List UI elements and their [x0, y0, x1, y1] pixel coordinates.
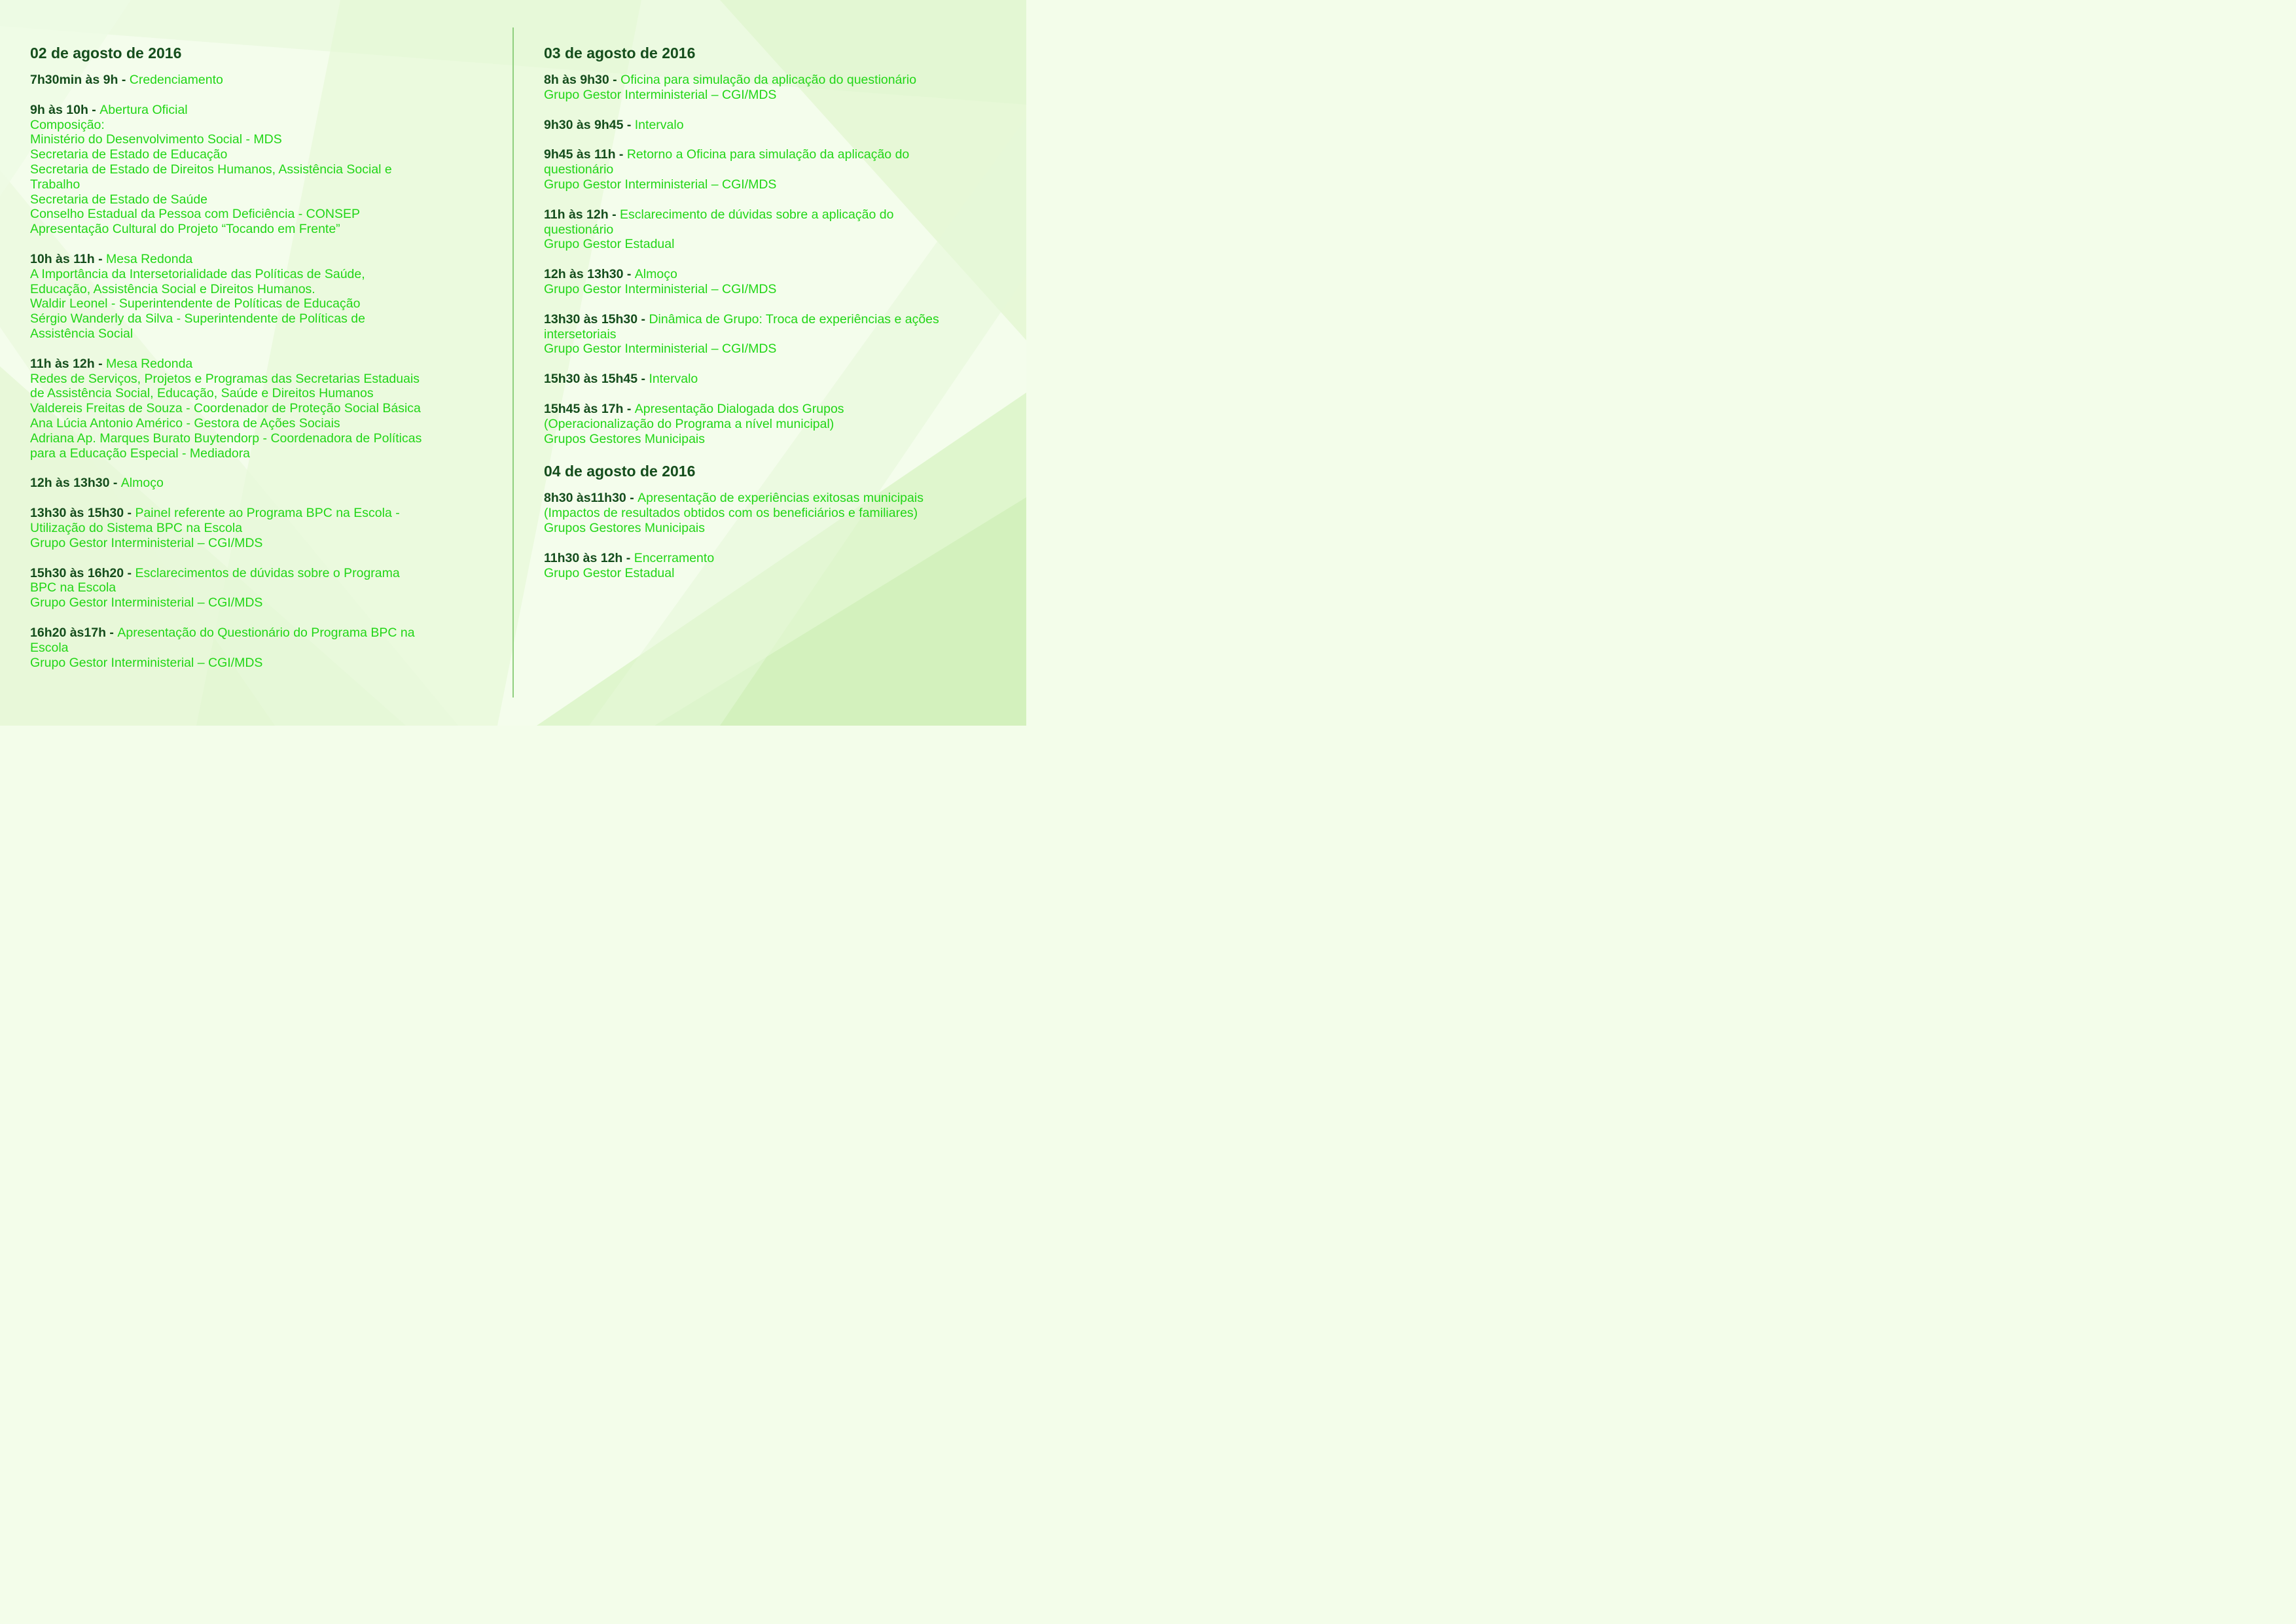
schedule-item-line — [30, 267, 492, 282]
schedule-item — [544, 491, 1005, 535]
schedule-item-first-line — [544, 312, 1005, 327]
schedule-detail: BPC na Escola — [30, 580, 117, 595]
schedule-activity: Credenciamento — [129, 73, 223, 87]
schedule-item-line — [30, 401, 492, 416]
schedule-item-line — [30, 207, 492, 222]
schedule-detail: de Assistência Social, Educação, Saúde e Direitos Humanos — [30, 386, 374, 401]
schedule-detail: Utilização do Sistema BPC na Escola — [30, 520, 243, 535]
schedule-item-first-line — [30, 626, 492, 641]
schedule-item-first-line — [544, 491, 1005, 506]
schedule-detail: Grupo Gestor Estadual — [544, 237, 675, 252]
schedule-item-first-line — [30, 252, 492, 267]
schedule-item — [544, 402, 1005, 446]
schedule-item-line — [544, 237, 1005, 252]
schedule-item — [544, 267, 1005, 297]
schedule-detail: para a Educação Especial - Mediadora — [30, 446, 251, 461]
time-separator: - — [622, 550, 634, 565]
time-separator: - — [94, 251, 106, 266]
schedule-list — [544, 73, 1005, 446]
time-separator: - — [615, 147, 627, 162]
time-separator: - — [608, 207, 620, 222]
schedule-time: 9h às 10h — [30, 102, 88, 117]
schedule-item-first-line — [544, 147, 1005, 162]
schedule-item-line — [30, 416, 492, 431]
schedule-time: 9h45 às 11h — [544, 147, 616, 162]
schedule-time: 9h30 às 9h45 — [544, 117, 624, 132]
schedule-detail: Assistência Social — [30, 326, 134, 341]
schedule-item-first-line — [30, 73, 492, 88]
schedule-detail: Grupo Gestor Interministerial – CGI/MDS — [544, 87, 777, 102]
schedule-detail: Adriana Ap. Marques Burato Buytendorp - Coordenadora de Políticas — [30, 431, 422, 446]
schedule-item — [544, 551, 1005, 581]
schedule-detail: Valdereis Freitas de Souza - Coordenador de Proteção Social Básica — [30, 401, 421, 416]
schedule-item-line — [30, 177, 492, 192]
schedule-detail: Apresentação Cultural do Projeto “Tocando em Frente” — [30, 222, 340, 237]
schedule-time: 12h às 13h30 — [544, 267, 624, 282]
schedule-item-line — [30, 521, 492, 536]
schedule-detail: intersetoriais — [544, 327, 617, 342]
day-title: 04 de agosto de 2016 — [544, 463, 696, 480]
schedule-item-line — [30, 282, 492, 297]
schedule-item — [544, 312, 1005, 357]
schedule-item — [544, 73, 1005, 103]
schedule-activity: Esclarecimento de dúvidas sobre a aplicação do — [620, 207, 894, 222]
schedule-detail: A Importância da Intersetorialidade das Políticas de Saúde, — [30, 266, 365, 281]
day-title: 02 de agosto de 2016 — [30, 44, 182, 62]
schedule-time: 10h às 11h — [30, 251, 95, 266]
schedule-list — [30, 73, 492, 670]
schedule-detail: Sérgio Wanderly da Silva - Superintendente de Políticas de — [30, 311, 365, 327]
schedule-activity: Dinâmica de Grupo: Troca de experiências e ações — [649, 311, 939, 327]
schedule-item-line — [544, 88, 1005, 103]
schedule-activity: Oficina para simulação da aplicação do questionário — [620, 73, 917, 87]
schedule-detail: Grupos Gestores Municipais — [544, 431, 706, 446]
time-separator: - — [637, 311, 649, 327]
schedule-item — [30, 566, 492, 610]
schedule-activity: Almoço — [634, 267, 677, 282]
schedule-detail: Composição: — [30, 117, 105, 132]
schedule-item-first-line — [30, 357, 492, 372]
schedule-activity: Retorno a Oficina para simulação da aplicação do — [626, 147, 910, 162]
time-separator: - — [88, 102, 100, 117]
schedule-item-first-line — [544, 118, 1005, 133]
schedule-item — [544, 147, 1005, 192]
schedule-item — [544, 207, 1005, 252]
time-separator: - — [623, 401, 635, 416]
schedule-activity: Intervalo — [634, 117, 684, 132]
schedule-item-line — [30, 192, 492, 207]
schedule-item-line — [30, 641, 492, 656]
schedule-detail: Trabalho — [30, 177, 81, 192]
schedule-activity: Apresentação Dialogada dos Grupos — [634, 401, 844, 416]
time-separator: - — [124, 506, 135, 521]
time-separator: - — [118, 73, 130, 87]
schedule-item-line — [30, 132, 492, 147]
schedule-time: 13h30 às 15h30 — [544, 311, 638, 327]
schedule-item — [30, 626, 492, 670]
time-separator: - — [106, 625, 118, 640]
schedule-activity: Painel referente ao Programa BPC na Escola - — [135, 506, 400, 521]
schedule-detail: Grupos Gestores Municipais — [544, 520, 706, 535]
schedule-item-line — [30, 118, 492, 133]
schedule-item-line — [30, 580, 492, 595]
schedule-item — [30, 103, 492, 237]
schedule-item-line — [544, 162, 1005, 177]
time-separator: - — [609, 73, 621, 87]
schedule-detail: (Impactos de resultados obtidos com os beneficiários e familiares) — [544, 506, 918, 521]
schedule-item-first-line — [30, 566, 492, 581]
time-separator: - — [623, 117, 635, 132]
schedule-item-first-line — [30, 506, 492, 521]
schedule-time: 15h30 às 16h20 — [30, 565, 124, 580]
schedule-item — [30, 73, 492, 88]
schedule-time: 12h às 13h30 — [30, 476, 110, 491]
schedule-item-first-line — [30, 476, 492, 491]
schedule-detail: questionário — [544, 222, 614, 237]
schedule-detail: Grupo Gestor Estadual — [544, 565, 675, 580]
schedule-item-line — [544, 566, 1005, 581]
schedule-item-line — [544, 432, 1005, 447]
schedule-activity: Apresentação do Questionário do Programa BPC na — [117, 625, 415, 640]
schedule-detail: Educação, Assistência Social e Direitos Humanos. — [30, 281, 315, 296]
schedule-time: 15h45 às 17h — [544, 401, 624, 416]
schedule-detail: Escola — [30, 640, 69, 655]
day-title: 03 de agosto de 2016 — [544, 44, 696, 62]
schedule-item-line — [30, 386, 492, 401]
schedule-item-first-line — [30, 103, 492, 118]
schedule-item-line — [30, 147, 492, 162]
schedule-item-line — [30, 656, 492, 671]
schedule-item-line — [544, 327, 1005, 342]
schedule-item-line — [544, 342, 1005, 357]
schedule-detail: Secretaria de Estado de Direitos Humanos, Assistência Social e — [30, 162, 392, 177]
schedule-item-line — [544, 282, 1005, 297]
schedule-item-line — [30, 446, 492, 461]
schedule-detail: Waldir Leonel - Superintendente de Políticas de Educação — [30, 296, 361, 311]
schedule-detail: (Operacionalização do Programa a nível municipal) — [544, 416, 834, 431]
schedule-item-line — [30, 296, 492, 311]
schedule-detail: Grupo Gestor Interministerial – CGI/MDS — [544, 342, 777, 357]
time-separator: - — [94, 356, 106, 371]
schedule-detail: Grupo Gestor Interministerial – CGI/MDS — [30, 595, 263, 610]
schedule-activity: Esclarecimentos de dúvidas sobre o Programa — [135, 565, 400, 580]
right-column — [544, 43, 1005, 595]
schedule-activity: Apresentação de experiências exitosas municipais — [637, 491, 924, 506]
schedule-detail: Ana Lúcia Antonio Américo - Gestora de Ações Sociais — [30, 415, 340, 431]
schedule-item-line — [544, 521, 1005, 536]
schedule-item-line — [544, 417, 1005, 432]
schedule-item-line — [544, 177, 1005, 192]
schedule-time: 7h30min às 9h — [30, 73, 118, 87]
schedule-time: 8h às 9h30 — [544, 73, 609, 87]
schedule-item-line — [544, 506, 1005, 521]
schedule-item-first-line — [544, 402, 1005, 417]
schedule-detail: Grupo Gestor Interministerial – CGI/MDS — [30, 535, 263, 550]
schedule-item-line — [30, 222, 492, 237]
column-divider — [512, 27, 514, 697]
time-separator: - — [637, 372, 649, 387]
schedule-activity: Almoço — [120, 476, 164, 491]
schedule-time: 8h30 às11h30 — [544, 491, 626, 506]
schedule-item-first-line — [544, 73, 1005, 88]
schedule-time: 11h às 12h — [544, 207, 609, 222]
schedule-time: 11h às 12h — [30, 356, 95, 371]
time-separator: - — [623, 267, 635, 282]
schedule-time: 16h20 às17h — [30, 625, 107, 640]
schedule-item-line — [30, 327, 492, 342]
schedule-detail: questionário — [544, 162, 614, 177]
schedule-item — [30, 476, 492, 491]
schedule-detail: Grupo Gestor Interministerial – CGI/MDS — [544, 177, 777, 192]
schedule-detail: Ministério do Desenvolvimento Social - MDS — [30, 132, 282, 147]
schedule-item-line — [544, 222, 1005, 238]
schedule-activity: Mesa Redonda — [106, 356, 193, 371]
time-separator: - — [124, 565, 135, 580]
schedule-item-line — [30, 536, 492, 551]
schedule-time: 13h30 às 15h30 — [30, 506, 124, 521]
schedule-time: 11h30 às 12h — [544, 550, 623, 565]
schedule-item-first-line — [544, 207, 1005, 222]
schedule-list — [544, 491, 1005, 580]
schedule-item-first-line — [544, 372, 1005, 387]
schedule-item — [544, 118, 1005, 133]
schedule-item-line — [30, 311, 492, 327]
schedule-item — [30, 357, 492, 461]
schedule-detail: Redes de Serviços, Projetos e Programas das Secretarias Estaduais — [30, 371, 420, 386]
schedule-item-line — [30, 595, 492, 610]
schedule-item — [30, 506, 492, 550]
schedule-item-first-line — [544, 551, 1005, 566]
schedule-detail: Grupo Gestor Interministerial – CGI/MDS — [30, 655, 263, 670]
time-separator: - — [109, 476, 121, 491]
schedule-item-line — [30, 431, 492, 446]
schedule-item — [30, 252, 492, 342]
schedule-detail: Secretaria de Estado de Saúde — [30, 192, 208, 207]
schedule-detail: Conselho Estadual da Pessoa com Deficiência - CONSEP — [30, 207, 360, 222]
schedule-item-first-line — [544, 267, 1005, 282]
schedule-activity: Intervalo — [649, 372, 698, 387]
schedule-detail: Secretaria de Estado de Educação — [30, 147, 228, 162]
left-column — [30, 43, 492, 685]
schedule-detail: Grupo Gestor Interministerial – CGI/MDS — [544, 281, 777, 296]
schedule-item-line — [30, 162, 492, 177]
schedule-activity: Mesa Redonda — [106, 251, 193, 266]
schedule-item-line — [30, 372, 492, 387]
time-separator: - — [626, 491, 638, 506]
schedule-activity: Encerramento — [634, 550, 715, 565]
schedule-activity: Abertura Oficial — [99, 102, 188, 117]
schedule-time: 15h30 às 15h45 — [544, 372, 638, 387]
schedule-item — [544, 372, 1005, 387]
